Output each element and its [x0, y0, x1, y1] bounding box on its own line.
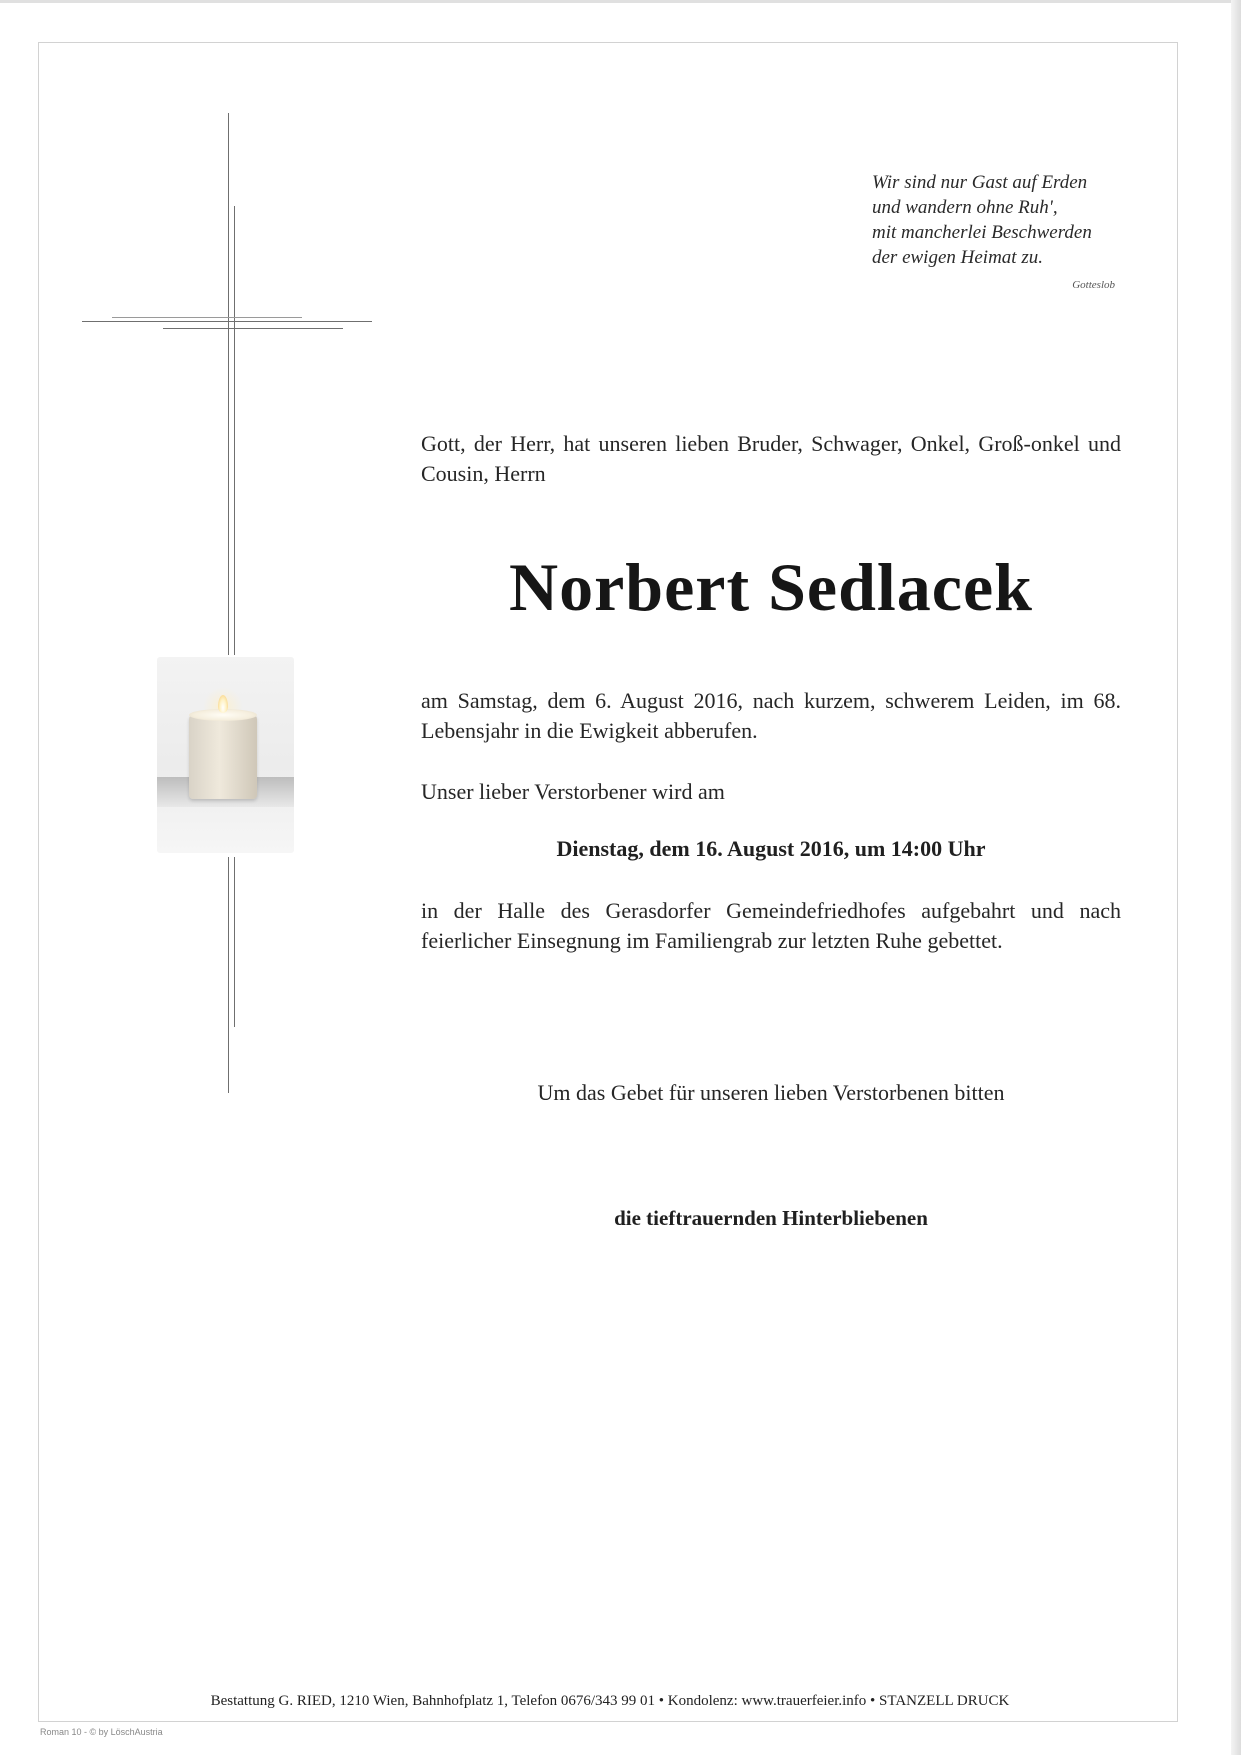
- quote-block: [760, 170, 1115, 270]
- funeral-place-text: in der Halle des Gerasdorfer Gemeindefriedhofes aufgebahrt und nach feierlicher Einsegnung im Familiengrab zur letzten Ruhe gebettet.: [421, 898, 1121, 953]
- funeral-date: Dienstag, dem 16. August 2016, um 14:00 Uhr: [556, 836, 986, 861]
- candle-flame: [218, 695, 228, 713]
- quote-line: mit mancherlei Beschwerden: [872, 222, 1092, 243]
- prayer-request: Um das Gebet für unseren lieben Verstorbenen bitten: [537, 1080, 1005, 1105]
- quote-line: Wir sind nur Gast auf Erden: [872, 172, 1088, 193]
- page-top-edge: [0, 0, 1241, 3]
- candle-body: [189, 715, 257, 799]
- quote-source: Gotteslob: [1072, 279, 1115, 291]
- deceased-name: Norbert Sedlacek: [508, 549, 1033, 625]
- cross-vertical-upper-left: [228, 113, 229, 655]
- cross-vertical-lower-right: [234, 857, 235, 1027]
- page-frame: [38, 42, 1178, 1722]
- footer-small-print: Roman 10 - © by LöschAustria: [40, 1727, 163, 1737]
- mourners-signature: die tieftrauernden Hinterbliebenen: [614, 1206, 928, 1230]
- cross-vertical-upper-right: [234, 206, 235, 655]
- funeral-intro-text: Unser lieber Verstorbener wird am: [421, 779, 725, 804]
- footer-imprint: Bestattung G. RIED, 1210 Wien, Bahnhofplatz 1, Telefon 0676/343 99 01 • Kondolenz: www.trauerfeier.info • STANZELL DRUCK: [210, 1693, 1010, 1709]
- cross-horizontal-top: [82, 321, 372, 322]
- cross-vertical-lower-left: [228, 857, 229, 1093]
- quote-line: der ewigen Heimat zu.: [872, 247, 1043, 268]
- intro-text: Gott, der Herr, hat unseren lieben Bruder, Schwager, Onkel, Groß-onkel und Cousin, Herrn: [421, 431, 1121, 486]
- quote-line: und wandern ohne Ruh',: [872, 197, 1058, 218]
- page-right-edge: [1231, 0, 1241, 1755]
- candle-icon: [157, 657, 294, 853]
- death-text: am Samstag, dem 6. August 2016, nach kurzem, schwerem Leiden, im 68. Lebensjahr in die Ewigkeit abberufen.: [421, 688, 1121, 743]
- cross-horizontal-top-faint: [112, 317, 302, 318]
- cross-horizontal-bottom: [163, 328, 343, 329]
